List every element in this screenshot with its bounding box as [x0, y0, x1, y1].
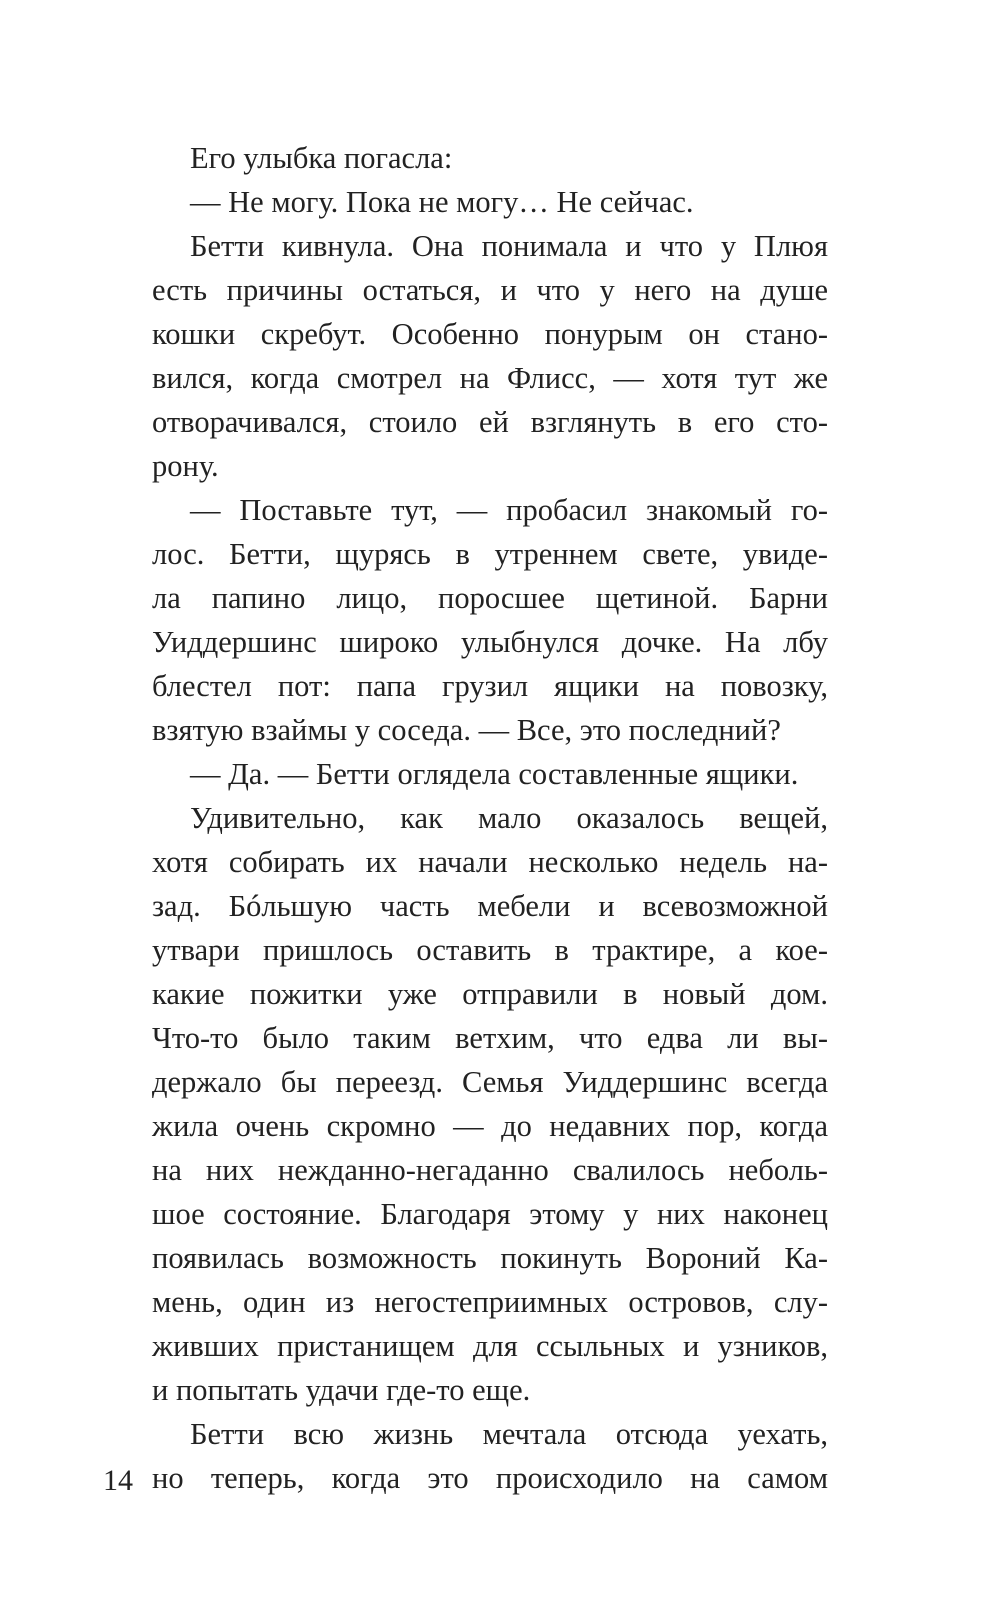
text-line: утвари пришлось оставить в трактире, а кое- — [152, 933, 828, 967]
text-line: блестел пот: папа грузил ящики на повозку, — [152, 669, 828, 703]
text-line: Бетти кивнула. Она понимала и что у Плюя — [190, 229, 828, 263]
text-line: кошки скребут. Особенно понурым он стано- — [152, 317, 828, 351]
text-line: какие пожитки уже отправили в новый дом. — [152, 977, 828, 1011]
text-line: — Не могу. Пока не могу… Не сейчас. — [190, 185, 694, 219]
text-line: появилась возможность покинуть Вороний Ка- — [152, 1241, 828, 1275]
text-line: Что-то было таким ветхим, что едва ли вы- — [152, 1021, 828, 1055]
text-line: живших пристанищем для ссыльных и узников, — [152, 1329, 828, 1363]
text-line: и попытать удачи где-то еще. — [152, 1373, 531, 1407]
text-line: держало бы переезд. Семья Уиддершинс всегда — [152, 1065, 828, 1099]
text-line: Удивительно, как мало оказалось вещей, — [190, 801, 828, 835]
text-line: мень, один из негостеприимных островов, слу- — [152, 1285, 828, 1319]
body-text — [152, 136, 828, 1500]
text-line: шое состояние. Благодаря этому у них наконец — [152, 1197, 828, 1231]
text-line: хотя собирать их начали несколько недель на- — [152, 845, 828, 879]
text-line: жила очень скромно — до недавних пор, когда — [152, 1109, 828, 1143]
text-line: взятую взаймы у соседа. — Все, это последний? — [152, 713, 781, 747]
text-line: лос. Бетти, щурясь в утреннем свете, увиде- — [152, 537, 828, 571]
text-line: — Поставьте тут, — пробасил знакомый го- — [190, 493, 828, 527]
text-line: — Да. — Бетти оглядела составленные ящики. — [190, 757, 799, 791]
text-line: на них нежданно-негаданно свалилось неболь- — [152, 1153, 828, 1187]
text-line: зад. Бóльшую часть мебели и всевозможной — [152, 889, 828, 923]
text-line: рону. — [152, 449, 219, 483]
text-line: ла папино лицо, поросшее щетиной. Барни — [152, 581, 828, 615]
text-line: но теперь, когда это происходило на самом — [152, 1461, 828, 1495]
text-line: Уиддершинс широко улыбнулся дочке. На лбу — [152, 625, 828, 659]
page-number: 14 — [103, 1464, 133, 1497]
text-line: вился, когда смотрел на Флисс, — хотя тут же — [152, 361, 828, 395]
text-line: есть причины остаться, и что у него на душе — [152, 273, 828, 307]
text-line: Его улыбка погасла: — [190, 141, 453, 175]
text-line: отворачивался, стоило ей взглянуть в его сто- — [152, 405, 828, 439]
text-line: Бетти всю жизнь мечтала отсюда уехать, — [190, 1417, 828, 1451]
